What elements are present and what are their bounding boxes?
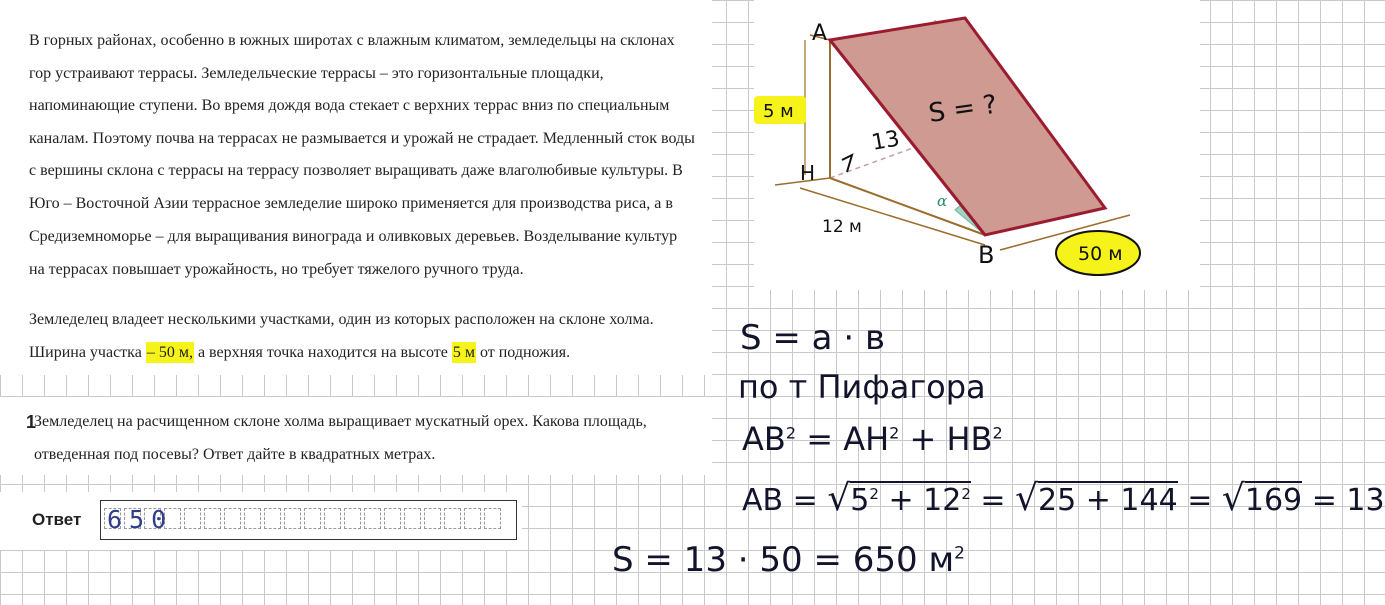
condition-text: Ширина участка xyxy=(29,344,146,361)
pythag-lhs: AB xyxy=(742,420,786,458)
answer-cell xyxy=(264,508,281,529)
text-line: гор устраивают террасы. Земледельческие террасы – это горизонтальные площадки, xyxy=(29,65,604,82)
ab-step: 25 + 144 xyxy=(1038,483,1178,518)
ab-step: 169 xyxy=(1244,483,1303,518)
answer-cell xyxy=(284,508,301,529)
condition-text: а верхняя точка находится на высоте xyxy=(193,344,452,361)
answer-cell xyxy=(364,508,381,529)
label-b: B xyxy=(978,241,995,269)
answer-cell xyxy=(224,508,241,529)
condition-line: Земледелец владеет несколькими участками, один из которых расположен на склоне холма. xyxy=(29,311,654,328)
text-line: на террасах повышает урожайность, но требует тяжелого ручного труда. xyxy=(29,261,524,278)
sqrt-sign: √ xyxy=(1221,478,1245,519)
answer-cell xyxy=(384,508,401,529)
answer-cell xyxy=(304,508,321,529)
answer-cell xyxy=(444,508,461,529)
area-label: S = ? xyxy=(926,89,999,129)
text-line: каналам. Поэтому почва на террасах не размывается и урожай не страдает. Медленный сток воды xyxy=(29,130,695,147)
ab-lhs: AB = xyxy=(742,483,818,518)
task-text: отведенная под посевы? Ответ дайте в квадратных метрах. xyxy=(34,446,436,463)
area-calc: S = 13 · 50 = 650 м xyxy=(612,540,955,580)
task-text: Земледелец на расчищенном склоне холма выращивает мускатный орех. Какова площадь, xyxy=(34,413,647,430)
label-h: H xyxy=(800,161,816,185)
hyp-label: 13 xyxy=(869,126,902,156)
answer-value: 650 xyxy=(107,505,174,534)
answer-cell xyxy=(244,508,261,529)
condition-text: от подножия. xyxy=(475,344,571,361)
right-angle-mark xyxy=(842,155,852,172)
square-mark: 2 xyxy=(785,423,797,443)
highlight-width: – 50 м, xyxy=(146,344,193,361)
plot-shape xyxy=(830,18,1105,235)
square-mark: 2 xyxy=(961,485,971,503)
solution-ab: AB = $√5^2 + 12^2 = √25 + 144 = √169 = 13$ xyxy=(742,478,1385,519)
square-mark: 2 xyxy=(869,485,879,503)
angle-label: α xyxy=(937,192,948,210)
answer-cell xyxy=(184,508,201,529)
pythag-rhs: = AH xyxy=(806,420,890,458)
square-mark: 2 xyxy=(954,543,965,564)
square-mark: 2 xyxy=(889,423,900,443)
solution-formula: S = a · в xyxy=(740,318,885,358)
ab-result-text: = xyxy=(1311,483,1347,518)
solution-pythagoras xyxy=(742,420,1003,458)
square-mark: 2 xyxy=(992,423,1003,443)
text-line: с вершины склона с террасы на террасу позволяет выращивать даже влаголюбивые культуры. В xyxy=(29,162,683,179)
label-a: A xyxy=(812,21,828,46)
answer-cell xyxy=(344,508,361,529)
ab-step: 5 xyxy=(850,483,870,518)
answer-cell xyxy=(204,508,221,529)
width-label: 50 м xyxy=(1078,243,1123,265)
answer-cell xyxy=(404,508,421,529)
sqrt-body xyxy=(850,481,971,518)
answer-cell xyxy=(424,508,441,529)
text-line: В горных районах, особенно в южных широтах с влажным климатом, земледельцы на склонах xyxy=(29,32,675,49)
terrace-figure xyxy=(0,0,1200,300)
sqrt-sign: √ xyxy=(1015,478,1039,519)
condition-line-2 xyxy=(29,345,570,361)
height-label: 5 м xyxy=(763,101,794,122)
answer-cell xyxy=(324,508,341,529)
ab-result: 13 xyxy=(1346,483,1385,518)
pythag-rhs: + HB xyxy=(909,420,993,458)
text-line: Юго – Восточной Азии террасное земледелие широко применяется для производства риса, а в xyxy=(29,195,673,212)
length-label: 12 м xyxy=(822,217,862,237)
answer-cell xyxy=(464,508,481,529)
solution-area xyxy=(612,540,965,580)
sqrt-sign: √ xyxy=(827,478,851,519)
highlight-height: 5 м xyxy=(452,344,475,361)
solution-theorem: по т Пифагора xyxy=(738,368,986,406)
answer-cell xyxy=(484,508,501,529)
ab-step: + 12 xyxy=(888,483,962,518)
text-line: напоминающие ступени. Во время дождя вода стекает с верхних террас вниз по специальным xyxy=(29,97,670,114)
answer-label: Ответ xyxy=(32,510,82,529)
task-number: 1 xyxy=(26,412,37,432)
text-line: Средиземноморье – для выращивания винограда и оливковых деревьев. Возделывание культур xyxy=(29,228,678,245)
